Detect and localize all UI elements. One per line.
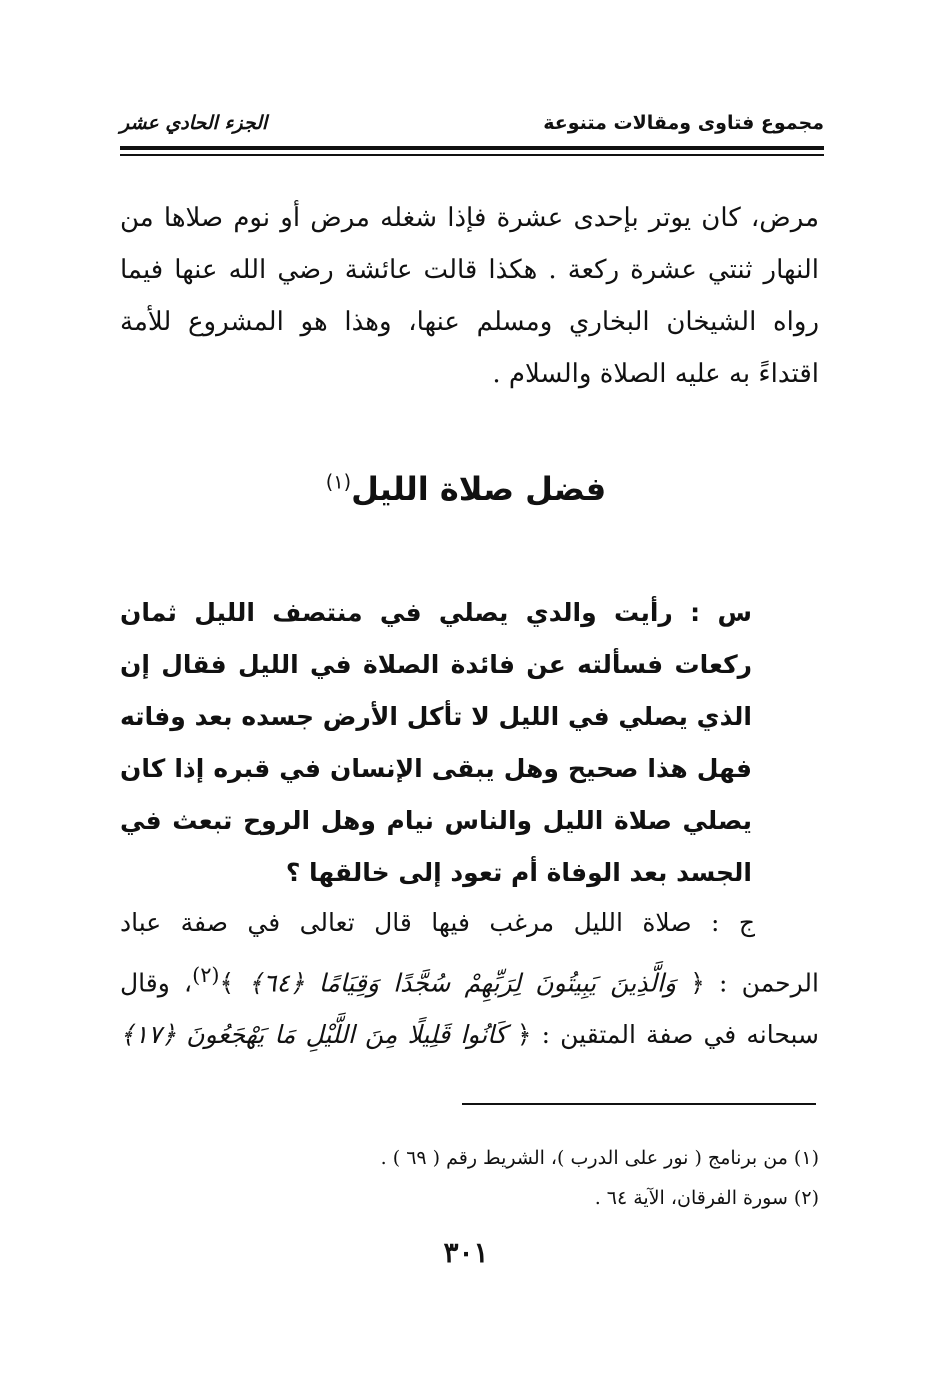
running-header: [120, 112, 824, 142]
answer-footnote-ref: (٢): [192, 963, 220, 987]
book-title: مجموع فتاوى ومقالات متنوعة: [543, 112, 824, 134]
header-rule-thick: [120, 146, 824, 150]
footnotes: [381, 1138, 819, 1218]
footnote-1: (١) من برنامج ( نور على الدرب )، الشريط رقم ( ٦٩ ) .: [380, 1147, 819, 1169]
answer-paragraph: [120, 897, 819, 1061]
quran-verse-dhariyat: كَانُوا قَلِيلًا مِنَ اللَّيْلِ مَا يَهْجَعُونَ ﴿١٧﴾: [120, 1020, 517, 1050]
volume-label: الجزء الحادي عشر: [120, 112, 268, 134]
answer-line-3-start: سبحانه في صفة المتقين : ﴿: [516, 1020, 819, 1050]
answer-line-2-end: ، وقال: [120, 968, 193, 998]
answer-line-2-start: الرحمن : ﴿: [690, 968, 819, 998]
section-heading: [0, 470, 932, 508]
quran-verse-furqan: وَالَّذِينَ يَبِيتُونَ لِرَبِّهِمْ سُجَّدًا وَقِيَامًا ﴿٦٤﴾: [234, 968, 691, 998]
footnote-separator: [462, 1103, 816, 1105]
intro-paragraph: مرض، كان يوتر بإحدى عشرة فإذا شغله مرض أو نوم صلاها من النهار ثنتي عشرة ركعة . هكذا قالت عائشة رضي الله عنها فيما رواه الشيخان البخاري ومسلم عنها، وهذا هو المشروع للأمة اقتداءً به عليه الصلاة والسلام .: [120, 203, 819, 389]
quran-close-bracket: ﴾: [219, 968, 235, 998]
section-title: فضل صلاة الليل: [351, 470, 607, 508]
answer-line-3: [120, 1009, 819, 1061]
question-paragraph: س : رأيت والدي يصلي في منتصف الليل ثمان ركعات فسألته عن فائدة الصلاة في الليل فقال إن الذي يصلي في الليل لا تأكل الأرض جسده بعد وفاته فهل هذا صحيح وهل يبقى الإنسان في قبره إذا كان يصلي صلاة الليل والناس نيام وهل الروح تبعث في الجسد بعد الوفاة أم تعود إلى خالقها ؟: [120, 598, 752, 887]
header-rule-thin: [120, 154, 824, 156]
footnote-2: (٢) سورة الفرقان، الآية ٦٤ .: [594, 1187, 819, 1209]
page-number: ٣٠١: [443, 1236, 489, 1269]
section-footnote-ref: (١): [325, 470, 352, 494]
answer-line-2: [120, 949, 819, 1009]
answer-line-1: ج : صلاة الليل مرغب فيها قال تعالى في صفة عباد: [120, 908, 755, 937]
